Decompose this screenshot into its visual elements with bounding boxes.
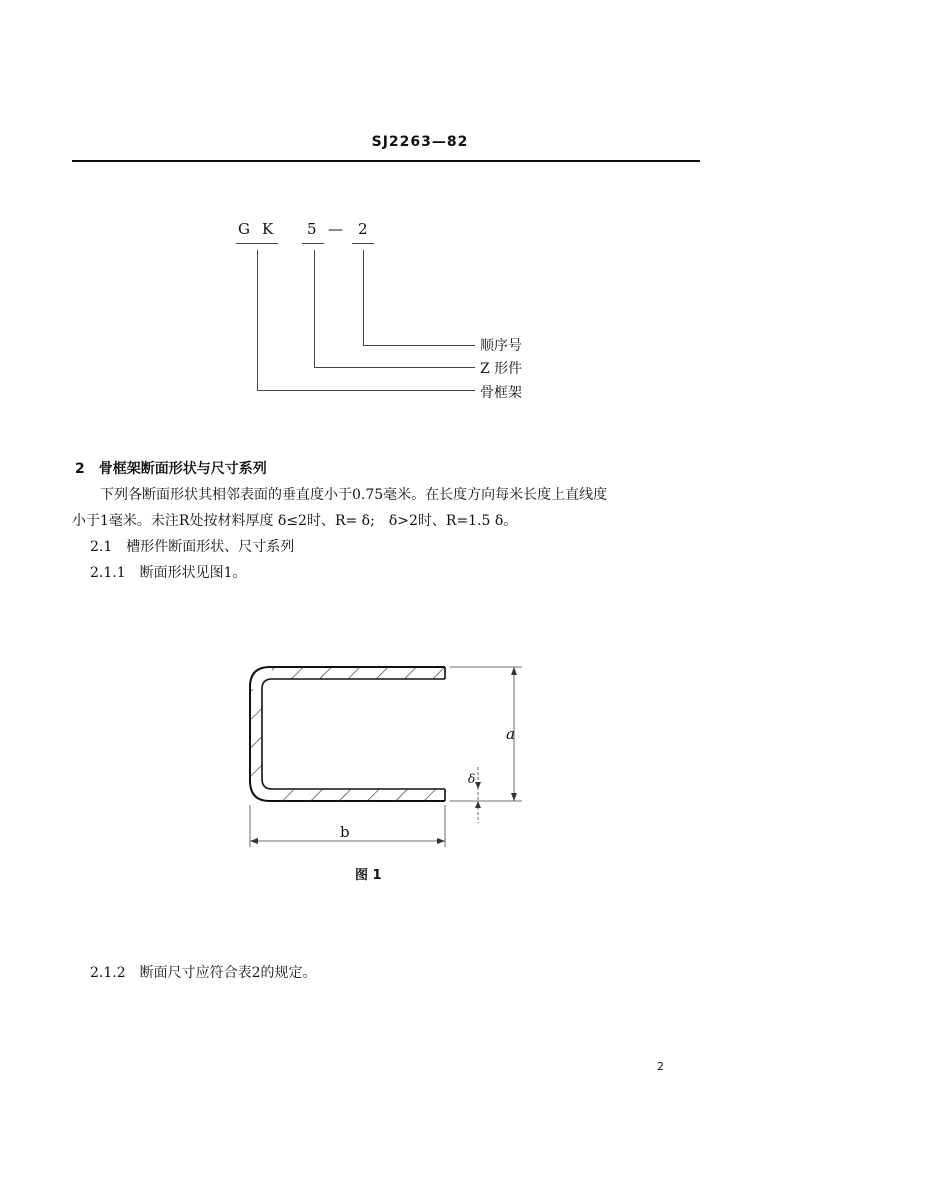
leader-2-vertical: [363, 250, 364, 345]
top-flange-hatch: [272, 667, 445, 679]
legend-z-part: Z 形件: [480, 361, 523, 377]
underline-gk: [236, 243, 278, 244]
code-char-k: K: [262, 220, 274, 238]
channel-section-figure: [230, 655, 540, 855]
code-char-g: G: [238, 220, 250, 238]
page-number: 2: [657, 1060, 664, 1073]
dim-b-arrow-right: [437, 838, 445, 844]
paragraph-line-1: 下列各断面形状其相邻表面的垂直度小于0.75毫米。在长度方向每米长度上直线度: [100, 487, 608, 503]
web-hatch: [250, 689, 262, 779]
figure-caption: 图 1: [355, 868, 382, 883]
subsection-2-1: 2.1 槽形件断面形状、尺寸系列: [90, 539, 295, 555]
subsection-2-1-2: 2.1.2 断面尺寸应符合表2的规定。: [90, 965, 317, 981]
dim-a-arrow-bottom: [511, 793, 517, 801]
header-rule: [72, 160, 700, 162]
dim-b-arrow-left: [250, 838, 258, 844]
channel-inner-profile: [262, 679, 445, 789]
code-char-number: 5: [307, 220, 317, 238]
bottom-flange-hatch: [272, 789, 445, 801]
section-title: 2 骨框架断面形状与尺寸系列: [75, 461, 267, 477]
leader-2-horizontal: [363, 345, 475, 346]
dim-a-arrow-top: [511, 667, 517, 675]
leader-5-vertical: [314, 250, 315, 367]
legend-sequence-number: 顺序号: [480, 338, 522, 354]
document-number: SJ2263—82: [371, 134, 469, 150]
dim-delta-label: δ: [468, 772, 476, 786]
subsection-2-1-1: 2.1.1 断面形状见图1。: [90, 565, 247, 581]
leader-gk-horizontal: [257, 390, 475, 391]
paragraph-line-2: 小于1毫米。未注R处按材料厚度 δ≤2时、R= δ; δ>2时、R=1.5 δ。: [72, 513, 518, 529]
channel-outer-profile: [250, 667, 445, 801]
dim-delta-arrow-bottom: [475, 801, 481, 808]
code-char-dash: —: [328, 220, 343, 238]
leader-gk-vertical: [257, 250, 258, 390]
legend-frame: 骨框架: [480, 385, 522, 401]
leader-5-horizontal: [314, 367, 475, 368]
dim-a-label: a: [506, 725, 515, 743]
dim-b-label: b: [340, 823, 350, 841]
code-char-sequence: 2: [358, 220, 368, 238]
dim-delta-arrow-top: [475, 782, 481, 789]
underline-2: [352, 243, 374, 244]
underline-5: [302, 243, 324, 244]
